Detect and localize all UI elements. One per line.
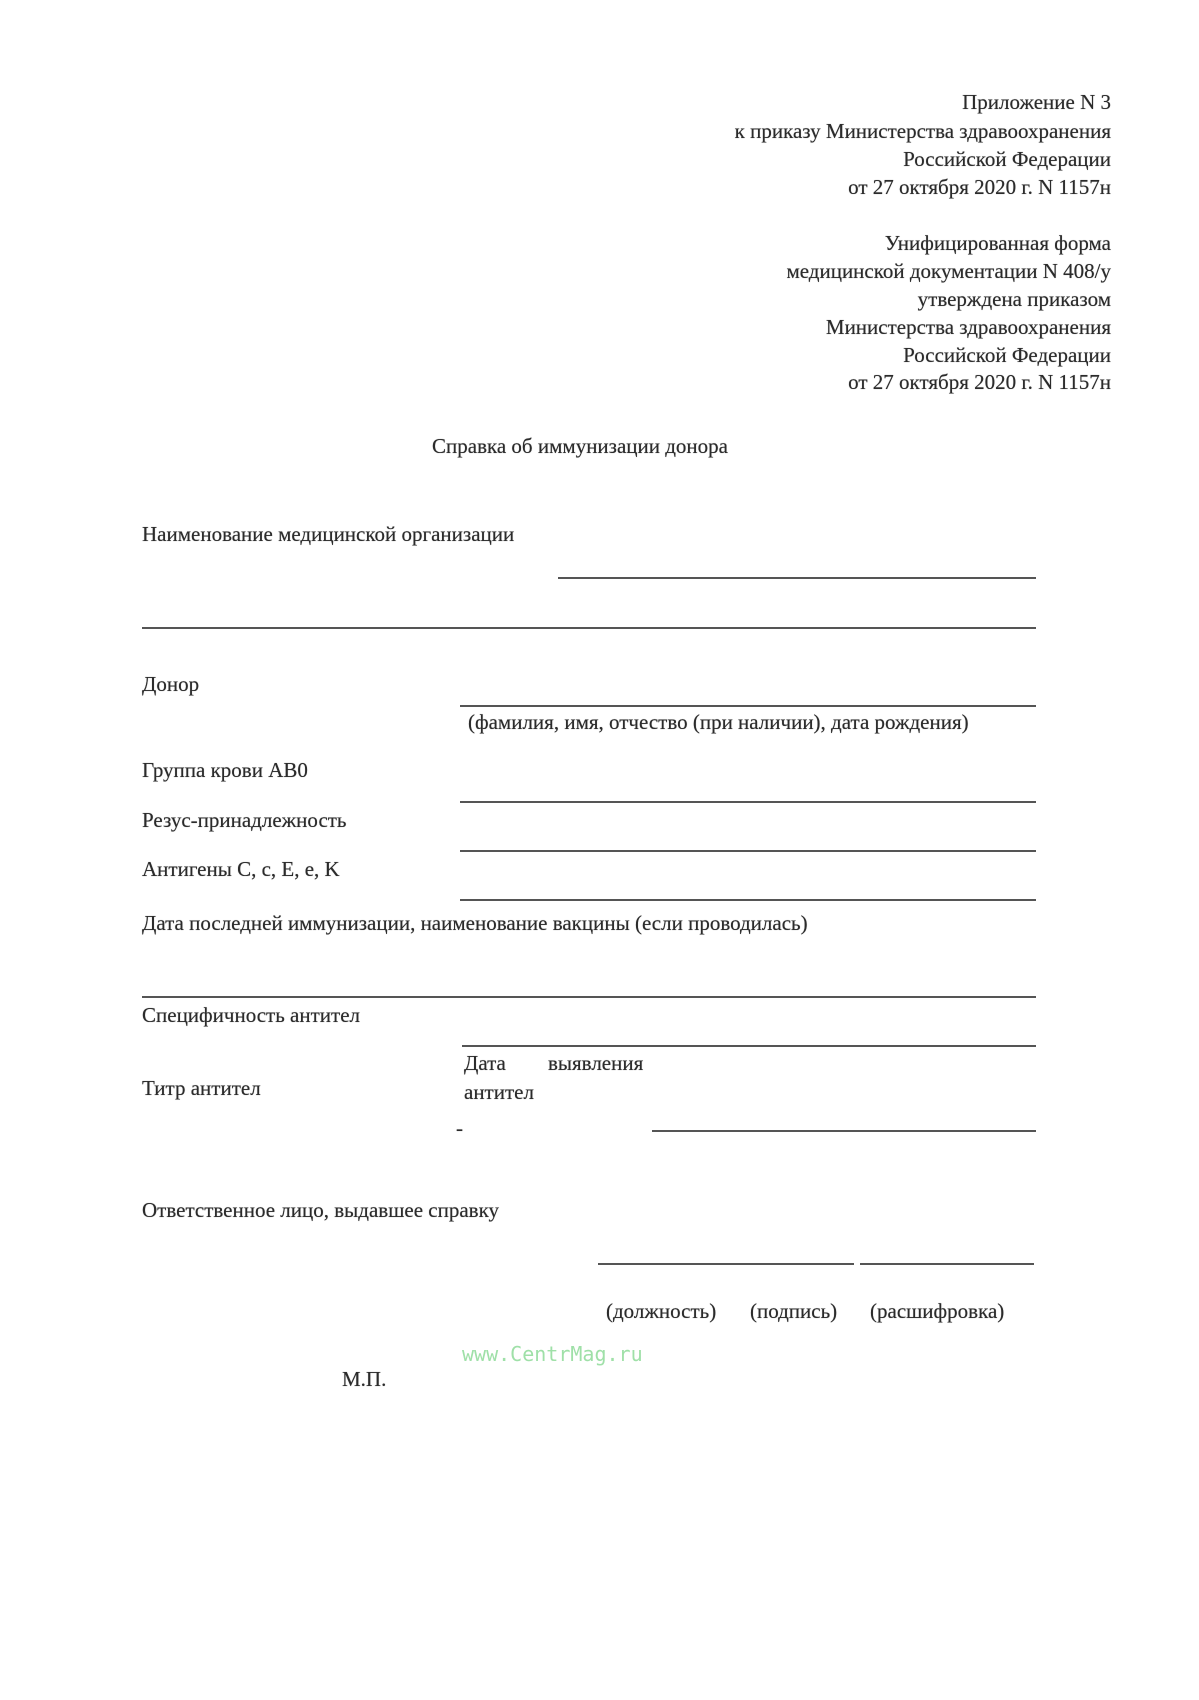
document-title: Справка об иммунизации донора — [432, 434, 728, 458]
blood-group-label: Группа крови АВ0 — [142, 758, 308, 782]
blood-group-field-line[interactable] — [460, 801, 1036, 803]
position-hint: (должность) — [606, 1299, 717, 1323]
antigens-field-line[interactable] — [460, 899, 1036, 901]
donor-label: Донор — [142, 672, 200, 696]
detection-date-field-line[interactable] — [652, 1130, 1036, 1132]
organization-label: Наименование медицинской организации — [142, 522, 515, 546]
organization-field-line-2[interactable] — [142, 627, 1036, 629]
antibody-specificity-field-line[interactable] — [462, 1045, 1036, 1047]
header-line: Российской Федерации — [903, 147, 1111, 171]
donor-hint: (фамилия, имя, отчество (при наличии), дата рождения) — [468, 710, 969, 734]
responsible-person-label: Ответственное лицо, выдавшее справку — [142, 1198, 499, 1222]
detection-date-label-word: выявления — [548, 1051, 644, 1075]
header-line: от 27 октября 2020 г. N 1157н — [848, 175, 1111, 199]
header-line: Приложение N 3 — [962, 90, 1111, 114]
antibody-titer-dash: - — [456, 1116, 463, 1140]
stamp-place-label: М.П. — [342, 1367, 387, 1391]
form-header-line: Министерства здравоохранения — [825, 315, 1111, 339]
antibody-titer-label: Титр антител — [142, 1076, 261, 1100]
form-header-line: от 27 октября 2020 г. N 1157н — [848, 370, 1111, 394]
decoding-field-line[interactable] — [860, 1263, 1034, 1265]
form-header-line: утверждена приказом — [917, 287, 1111, 311]
signature-hint: (подпись) — [750, 1299, 838, 1323]
last-immunization-field-line[interactable] — [142, 996, 1036, 998]
form-header-line: Российской Федерации — [903, 343, 1111, 367]
form-header-line: медицинской документации N 408/у — [786, 259, 1111, 283]
watermark: www.CentrMag.ru — [462, 1342, 643, 1366]
antigens-label: Антигены С, с, Е, е, K — [142, 857, 340, 881]
header-line: к приказу Министерства здравоохранения — [734, 119, 1111, 143]
form-header-line: Унифицированная форма — [884, 231, 1111, 255]
detection-date-label-word: антител — [464, 1080, 534, 1104]
detection-date-label-word: Дата — [464, 1051, 506, 1075]
last-immunization-label: Дата последней иммунизации, наименование вакцины (если проводилась) — [142, 911, 808, 935]
decoding-hint: (расшифровка) — [870, 1299, 1005, 1323]
rhesus-label: Резус-принадлежность — [142, 808, 347, 832]
position-signature-field-line[interactable] — [598, 1263, 854, 1265]
donor-field-line[interactable] — [460, 705, 1036, 707]
organization-field-line-1[interactable] — [558, 577, 1036, 579]
antibody-specificity-label: Специфичность антител — [142, 1003, 360, 1027]
rhesus-field-line[interactable] — [460, 850, 1036, 852]
